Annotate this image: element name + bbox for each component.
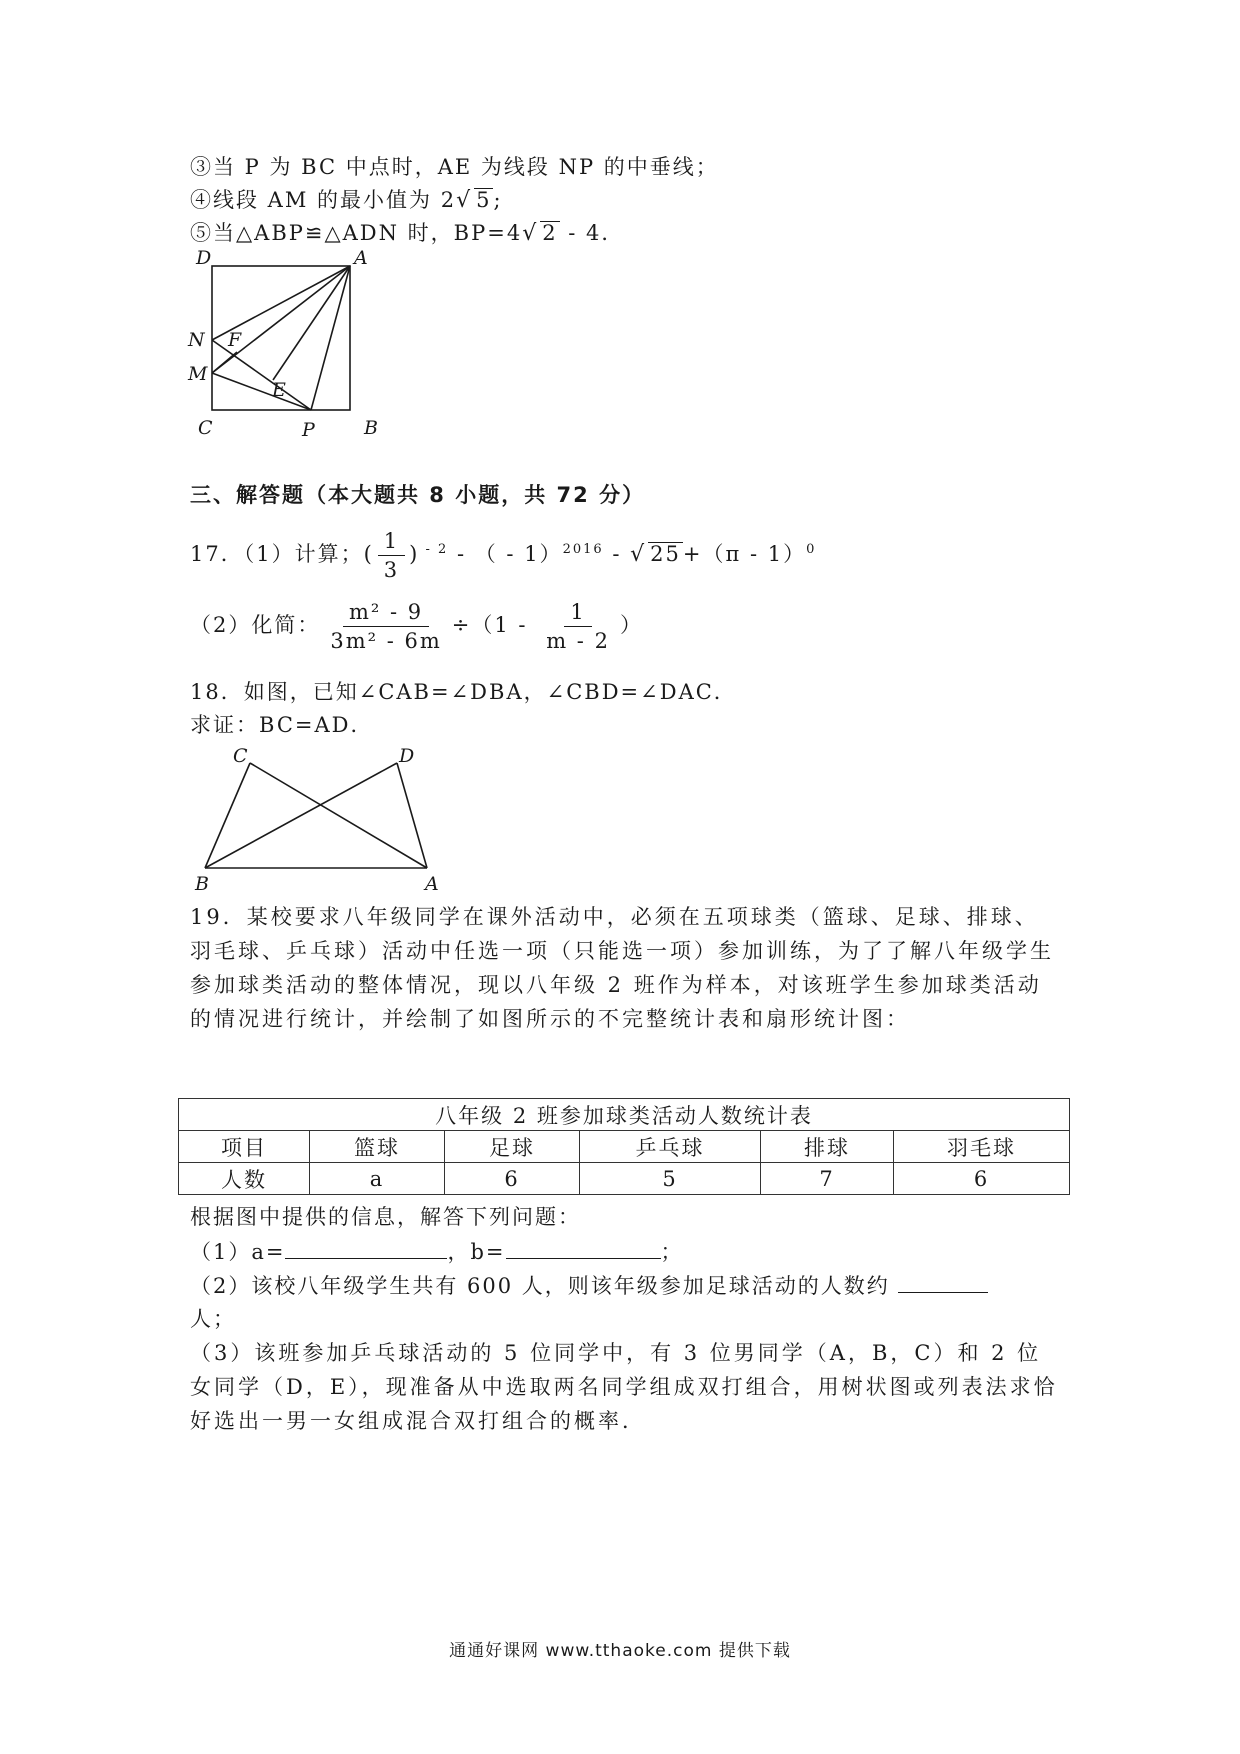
header-cell: 足球: [445, 1131, 580, 1163]
q17-exp3: 0: [806, 542, 817, 557]
q17-part1: [190, 522, 816, 584]
q17-close: ): [409, 542, 420, 566]
radical-sign: √: [522, 221, 539, 246]
sub1-end: ；: [660, 1240, 684, 1264]
statement-4: [190, 185, 503, 216]
table-cell: 6: [445, 1163, 580, 1195]
q17-part2: [190, 593, 643, 657]
answer-blank-a[interactable]: [285, 1236, 447, 1259]
q19-sub3: （3）该班参加乒乓球活动的 5 位同学中，有 3 位男同学（A，B，C）和 2 位女同学（D，E），现准备从中选取两名同学组成双打组合，用树状图或列表法求恰好选出一男一女组成混合双打组合的概率．: [190, 1341, 1058, 1433]
fraction-numerator: m² - 9: [343, 598, 429, 627]
q18-line2: 求证：BC=AD．: [190, 713, 374, 737]
q17-exp2: 2016: [562, 542, 604, 557]
section-title: 三、解答题（本大题共 8 小题，共 72 分）: [190, 483, 646, 507]
label-c: C: [233, 745, 248, 767]
q19-sub2-end: 人；: [190, 1307, 236, 1331]
label-f: F: [228, 329, 242, 351]
sub1-a-label: （1）a=: [190, 1240, 286, 1264]
radical-sign: √: [630, 542, 647, 567]
label-p: P: [302, 419, 315, 441]
radical-sign: √: [456, 188, 473, 213]
answer-blank-b[interactable]: [506, 1236, 661, 1259]
label-c: C: [198, 417, 213, 439]
table-cell: 7: [761, 1163, 894, 1195]
fraction-inner: [540, 598, 616, 655]
segment-ca: [250, 763, 427, 868]
table-cell: 6: [894, 1163, 1070, 1195]
q17-mid2: -: [603, 542, 631, 566]
label-n: N: [188, 329, 205, 351]
q17-p2-div: ÷（1 -: [451, 613, 537, 637]
statement-4-text: ④线段 AM 的最小值为 2: [190, 188, 457, 212]
square-figure: [180, 240, 380, 450]
label-a: A: [354, 247, 368, 269]
q17-p2-tail: ）: [619, 613, 643, 637]
q17-prefix: 17．（1）计算；(: [190, 542, 374, 566]
table-cell: a: [310, 1163, 445, 1195]
header-cell: 乒乓球: [580, 1131, 761, 1163]
statement-3: ③当 P 为 BC 中点时，AE 为线段 NP 的中垂线；: [190, 155, 719, 179]
answer-blank-football[interactable]: [898, 1270, 988, 1293]
crossed-triangles-figure: [185, 745, 445, 895]
segment-ae: [273, 266, 350, 380]
label-b: B: [195, 873, 209, 895]
header-cell: 篮球: [310, 1131, 445, 1163]
q18-line1: 18．如图，已知∠CAB=∠DBA，∠CBD=∠DAC．: [190, 680, 737, 704]
label-m: M: [188, 363, 208, 385]
fraction-denominator: m - 2: [546, 629, 610, 653]
segment-mp: [212, 373, 311, 410]
label-b: B: [364, 417, 378, 439]
segment-bd: [205, 763, 397, 868]
table-cell: 人数: [179, 1163, 310, 1195]
header-cell: 羽毛球: [894, 1131, 1070, 1163]
statement-5-text: ⑤当△ABP≌△ADN 时，BP=4: [190, 221, 523, 245]
header-cell: 排球: [761, 1131, 894, 1163]
statement-5-radicand: 2: [542, 221, 558, 245]
label-e: E: [272, 379, 286, 401]
footer-credit: 通通好课网 www.tthaoke.com 提供下载: [449, 1641, 791, 1661]
q19-sub1: [190, 1236, 684, 1267]
q19-intro: 19．某校要求八年级同学在课外活动中，必须在五项球类（篮球、足球、排球、羽毛球、乒乓球）活动中任选一项（只能选一项）参加训练，为了了解八年级学生参加球类活动的整体情况，现以八年级 2 班作为样本，对该班学生参加球类活动的情况进行统计，并绘制了如图所示的不完整统计表和扇形统计图：: [190, 905, 1054, 1031]
q17-tail: +（π - 1）: [682, 542, 807, 566]
segment-bc: [205, 763, 250, 868]
segment-am: [212, 266, 350, 373]
segment-np: [212, 340, 311, 410]
table-cell: 5: [580, 1163, 761, 1195]
table-header-row: [179, 1131, 1070, 1163]
sub1-b-label: ，b=: [447, 1240, 506, 1264]
fraction-denominator: 3m² - 6m: [330, 629, 442, 653]
q17-mid: - （ - 1）: [448, 542, 563, 566]
fraction-numerator: 1: [378, 527, 405, 556]
label-d: D: [196, 247, 212, 269]
q19-sub2: [190, 1270, 988, 1301]
fraction-denominator: 3: [383, 558, 400, 582]
statement-4-end: ;: [493, 188, 503, 212]
segment-ap: [311, 266, 350, 410]
header-cell: 项目: [179, 1131, 310, 1163]
q19-prompt: 根据图中提供的信息，解答下列问题：: [190, 1205, 581, 1229]
q17-exp1: - 2: [419, 542, 449, 557]
segment-fm: [212, 352, 237, 373]
fraction-one-third: [378, 527, 405, 584]
fraction-main: [324, 598, 447, 655]
statement-5-end: - 4．: [559, 221, 625, 245]
table-title-row: [179, 1099, 1070, 1131]
table-title: 八年级 2 班参加球类活动人数统计表: [179, 1099, 1070, 1131]
q17-radicand: 25: [650, 542, 681, 566]
statement-4-radicand: 5: [476, 188, 492, 212]
stats-table: [178, 1098, 1070, 1195]
fraction-numerator: 1: [564, 598, 591, 627]
table-row: [179, 1163, 1070, 1195]
q17-p2-prefix: （2）化简：: [190, 613, 321, 637]
label-d: D: [399, 745, 415, 767]
label-a: A: [425, 873, 439, 895]
sub2-text: （2）该校八年级学生共有 600 人，则该年级参加足球活动的人数约: [190, 1274, 890, 1298]
